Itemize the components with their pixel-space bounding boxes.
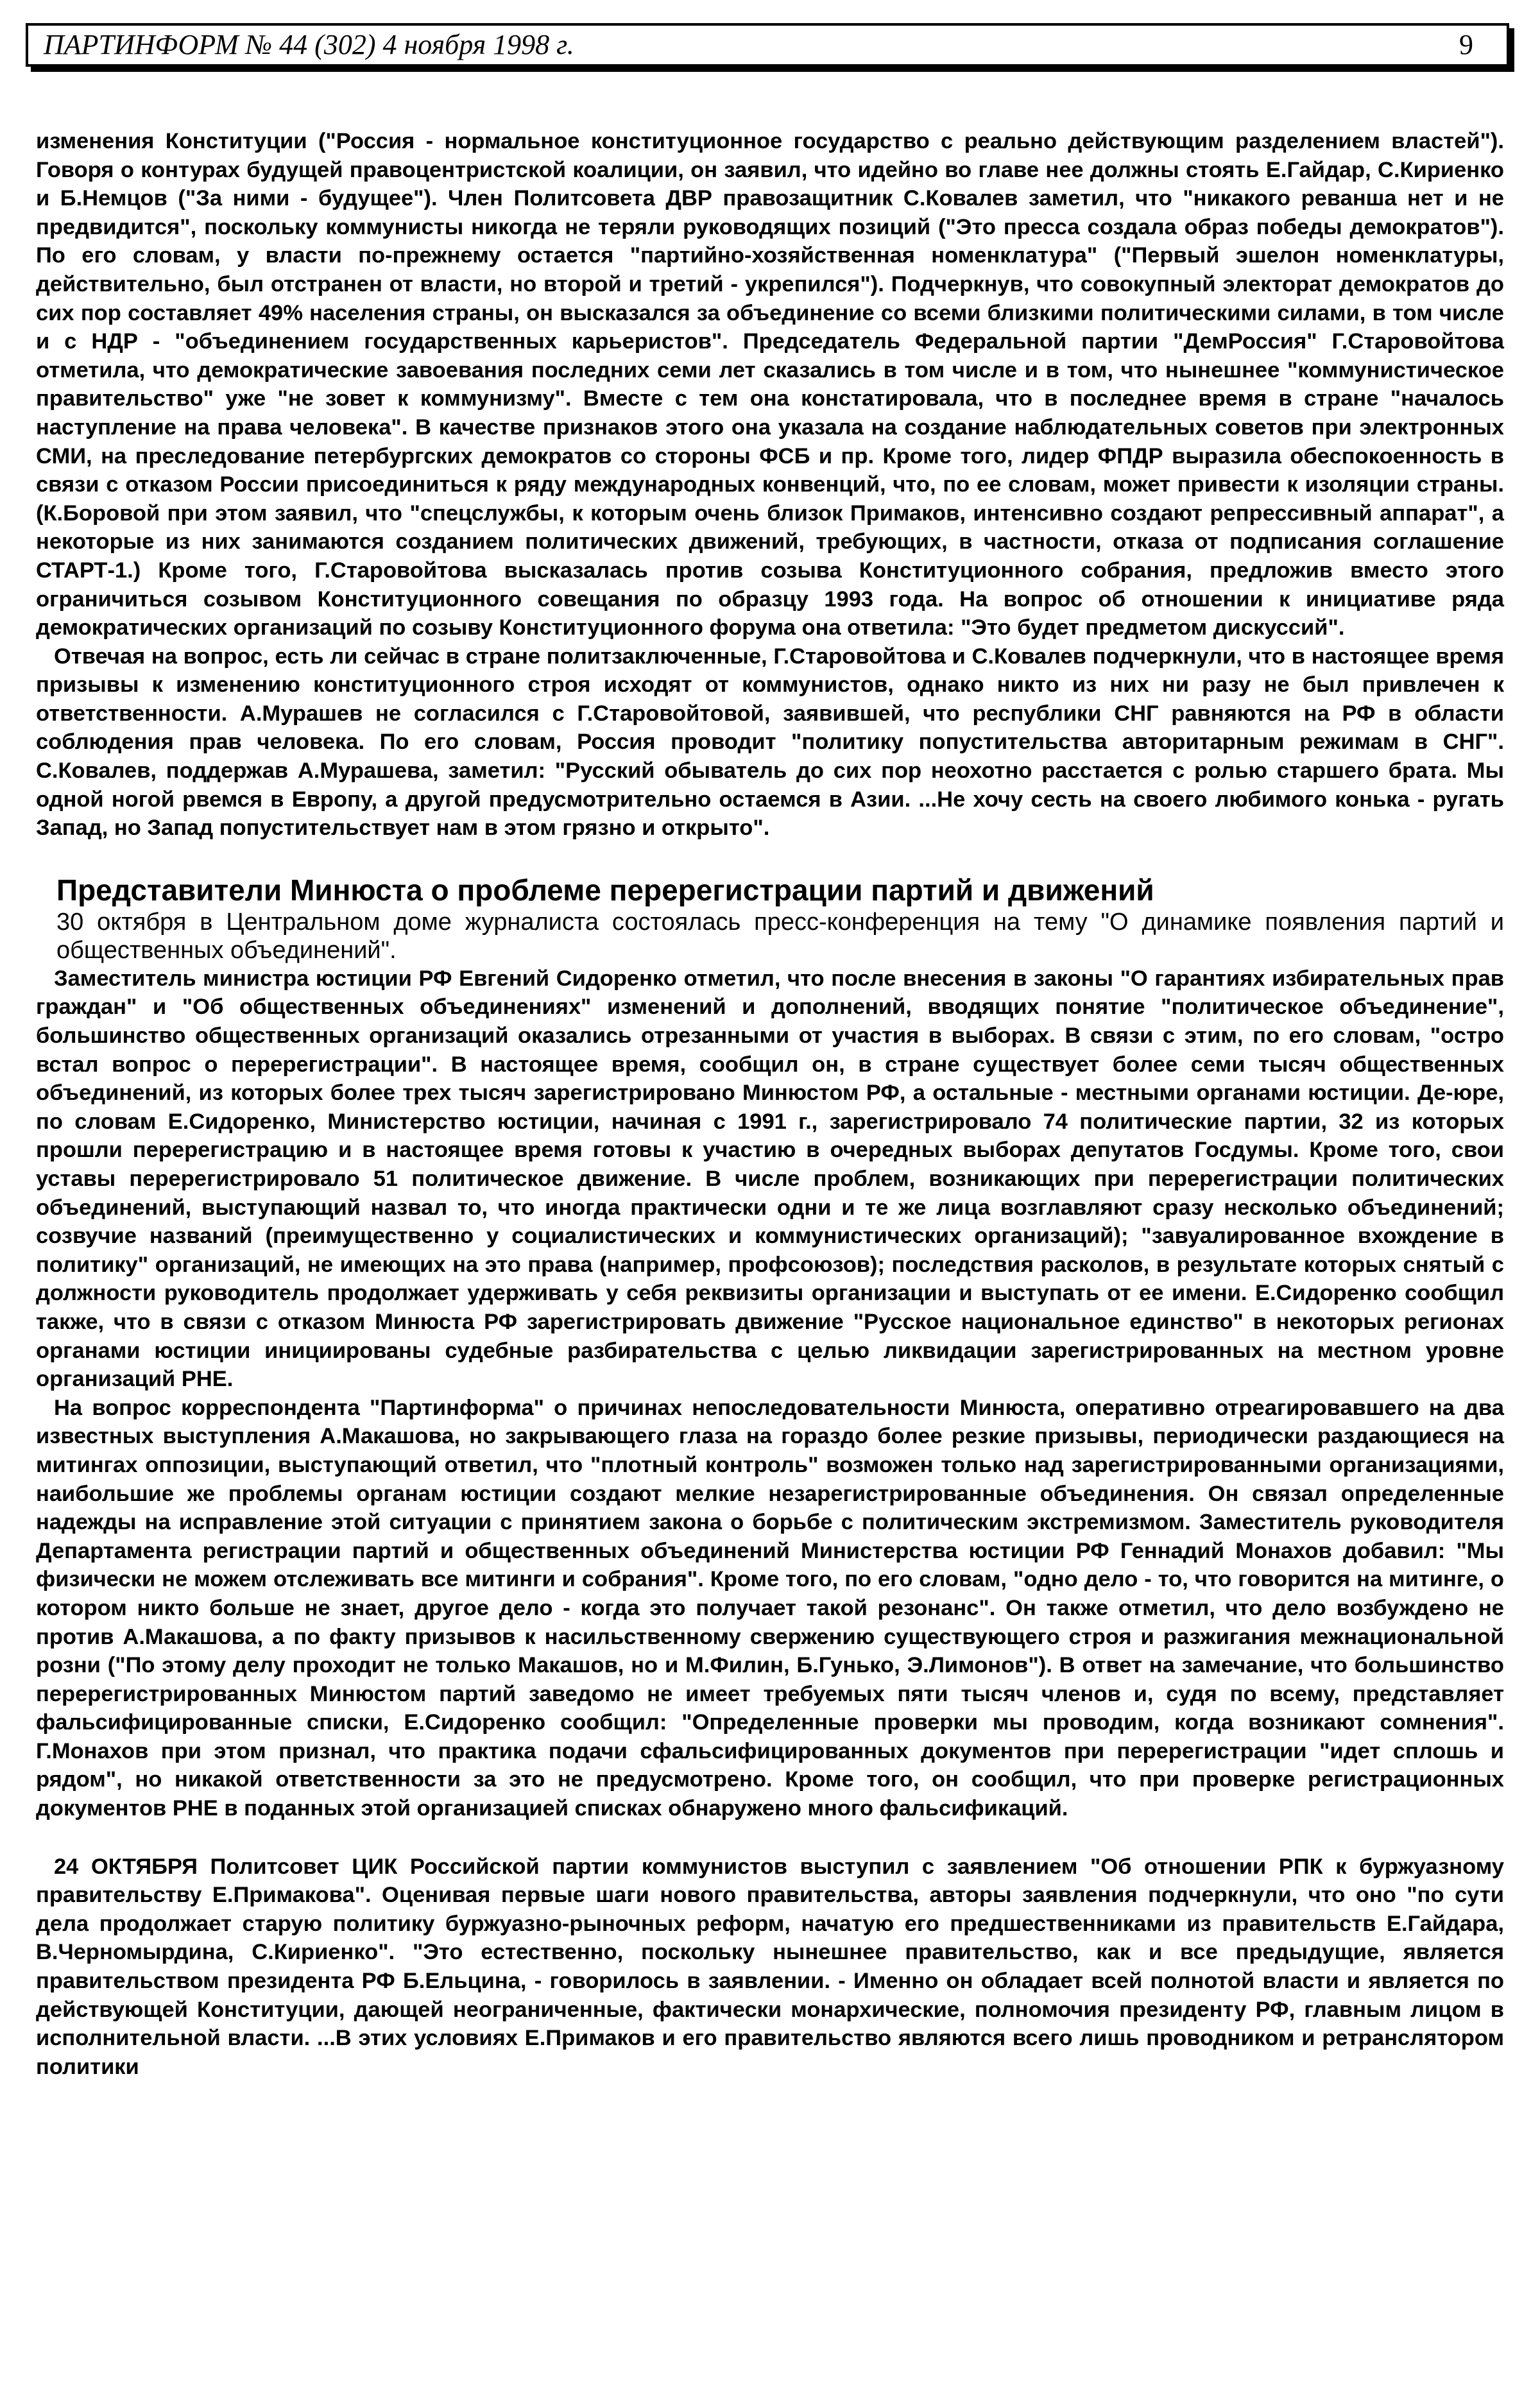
article2-paragraph-2: На вопрос корреспондента "Партинформа" о причинах непоследовательности Минюста, оперативно отреагировавшего на два известных выступления А.Макашова, но закрывающего глаза на гораздо более резкие призывы, периодически раздающиеся на митингах оппозиции, выступающий ответил, что "плотный контроль" возможен только над зарегистрированными организациями, наибольшие же проблемы органам юстиции создают мелкие незарегистрированные объединения. Он связал определенные надежды на исправление этой ситуации с принятием закона о борьбе с политическим экстремизмом. Заместитель руководителя Департамента регистрации партий и общественных объединений Министерства юстиции РФ Геннадий Монахов добавил: "Мы физически не можем отслеживать все митинги и собрания". Кроме того, по его словам, "одно дело - то, что говорится на митинге, о котором никто больше не знает, другое дело - когда это получает такой резонанс". Он также отметил, что дело возбуждено не против А.Макашова, а по факту призывов к насильственному свержению существующего строя и разжигания межнациональной розни ("По этому делу проходит не только Макашов, но и М.Филин, Б.Гунько, Э.Лимонов"). В ответ на замечание, что большинство перерегистрированных Минюстом партий заведомо не имеет требуемых пяти тысяч членов и, судя по всему, представляет фальсифицированные списки, Е.Сидоренко сообщил: "Определенные проверки мы проводим, когда возникают сомнения". Г.Монахов при этом признал, что практика подачи сфальсифицированных документов при перерегистрации "идет сплошь и рядом", но никакой ответственности за это не предусмотрено. Кроме того, он сообщил, что при проверке регистрационных документов РНЕ в поданных этой организацией списках обнаружено много фальсификаций.	[36, 1395, 1504, 1821]
article2-heading: Представители Минюста о проблеме перерегистрации партий и движений	[56, 873, 1154, 907]
article2-paragraph-1: Заместитель министра юстиции РФ Евгений Сидоренко отметил, что после внесения в законы "О гарантиях избирательных прав граждан" и "Об общественных объединениях" изменений и дополнений, вводящих понятие "политическое объединение", большинство общественных организаций оказались отрезанными от участия в выборах. В связи с этим, по его словам, "остро встал вопрос о перерегистрации". В настоящее время, сообщил он, в стране существует более семи тысяч общественных объединений, из которых более трех тысяч зарегистрировано Минюстом РФ, а остальные - местными органами юстиции. Де-юре, по словам Е.Сидоренко, Министерство юстиции, начиная с 1991 г., зарегистрировало 74 политические партии, 32 из которых прошли перерегистрацию и в настоящее время готовы к участию в очередных выборах депутатов Госдумы. Кроме того, свои уставы перерегистрировало 51 политическое движение. В числе проблем, возникающих при перерегистрации политических объединений, выступающий назвал то, что иногда практически одни и те же лица возглавляют сразу несколько объединений; созвучие названий (преимущественно у социалистических и коммунистических организаций); "завуалированное вхождение в политику" организаций, не имеющих на это права (например, профсоюзов); последствия расколов, в результате которых снятый с должности руководитель продолжает удерживать у себя реквизиты организации и выступать от ее имени. Е.Сидоренко сообщил также, что в связи с отказом Минюста РФ зарегистрировать движение "Русское национальное единство" в некоторых регионах органами юстиции инициированы судебные разбирательства с целью ликвидации зарегистрированных на местном уровне организаций РНЕ.	[36, 966, 1504, 1392]
article2-lead: 30 октября в Центральном доме журналиста состоялась пресс-конференция на тему "О динамике появления партий и общественных объединений".	[56, 908, 1504, 964]
section-spacer	[36, 1823, 1504, 1853]
page-body	[36, 127, 1504, 2081]
article1-paragraph-1: изменения Конституции ("Россия - нормальное конституционное государство с реально действующим разделением властей"). Говоря о контурах будущей правоцентристской коалиции, он заявил, что идейно во главе нее должны стоять Е.Гайдар, С.Кириенко и Б.Немцов ("За ними - будущее"). Член Политсовета ДВР правозащитник С.Ковалев заметил, что "никакого реванша нет и не предвидится", поскольку коммунисты никогда не теряли руководящих позиций ("Это пресса создала образ победы демократов"). По его словам, у власти по-прежнему остается "партийно-хозяйственная номенклатура" ("Первый эшелон номенклатуры, действительно, был отстранен от власти, но второй и третий - укрепился"). Подчеркнув, что совокупный электорат демократов до сих пор составляет 49% населения страны, он высказался за объединение со всеми близкими политическими силами, в том числе и с НДР - "объединением государственных карьеристов". Председатель Федеральной партии "ДемРоссия" Г.Старовойтова отметила, что демократические завоевания последних семи лет сказались в том числе и в том, что нынешнее "коммунистическое правительство" уже "не зовет к коммунизму". Вместе с тем она констатировала, что в последнее время в стране "началось наступление на права человека". В качестве признаков этого она указала на создание наблюдательных советов при электронных СМИ, на преследование петербургских демократов со стороны ФСБ и пр. Кроме того, лидер ФПДР выразила обеспокоенность в связи с отказом России присоединиться к ряду международных конвенций, что, по ее словам, может привести к изоляции страны. (К.Боровой при этом заявил, что "спецслужбы, к которым очень близок Примаков, интенсивно создают репрессивный аппарат", а некоторые из них занимаются созданием политических движений, требующих, в частности, отказа от подписания соглашение СТАРТ-1.) Кроме того, Г.Старовойтова высказалась против созыва Конституционного собрания, предложив вместо этого ограничиться созывом Конституционного совещания по образцу 1993 года. На вопрос об отношении к инициативе ряда демократических организаций по созыву Конституционного форума она ответила: "Это будет предметом дискуссий".	[36, 129, 1504, 640]
page-number: 9	[1459, 29, 1473, 60]
article3-paragraph-1: 24 ОКТЯБРЯ Политсовет ЦИК Российской партии коммунистов выступил с заявлением "Об отношении РПК к буржуазному правительству Е.Примакова". Оценивая первые шаги нового правительства, авторы заявления подчеркнули, что оно "по сути дела продолжает старую политику буржуазно-рыночных реформ, начатую его предшественниками из правительств Е.Гайдара, В.Черномырдина, С.Кириенко". "Это естественно, поскольку нынешнее правительство, как и все предыдущие, является правительством президента РФ Б.Ельцина, - говорилось в заявлении. - Именно он обладает всей полнотой власти и является по действующей Конституции, дающей неограниченные, фактически монархические, полномочия президенту РФ, главным лицом в исполнительной власти. ...В этих условиях Е.Примаков и его правительство являются всего лишь проводником и ретранслятором политики	[36, 1854, 1504, 2079]
publication-title: ПАРТИНФОРМ № 44 (302) 4 ноября 1998 г.	[44, 29, 574, 60]
page-header	[26, 23, 1509, 67]
article1-paragraph-2: Отвечая на вопрос, есть ли сейчас в стране политзаключенные, Г.Старовойтова и С.Ковалев подчеркнули, что в настоящее время призывы к изменению конституционного строя исходят от коммунистов, однако никто из них ни разу не был привлечен к ответственности. А.Мурашев не согласился с Г.Старовойтовой, заявившей, что республики СНГ равняются на РФ в области соблюдения прав человека. По его словам, Россия проводит "политику попустительства авторитарным режимам в СНГ". С.Ковалев, поддержав А.Мурашева, заметил: "Русский обыватель до сих пор неохотно расстается с ролью старшего брата. Мы одной ногой рвемся в Европу, а другой предусмотрительно остаемся в Азии. ...Не хочу сесть на своего любимого конька - ругать Запад, но Запад попустительствует нам в этом грязно и открыто".	[36, 644, 1504, 841]
